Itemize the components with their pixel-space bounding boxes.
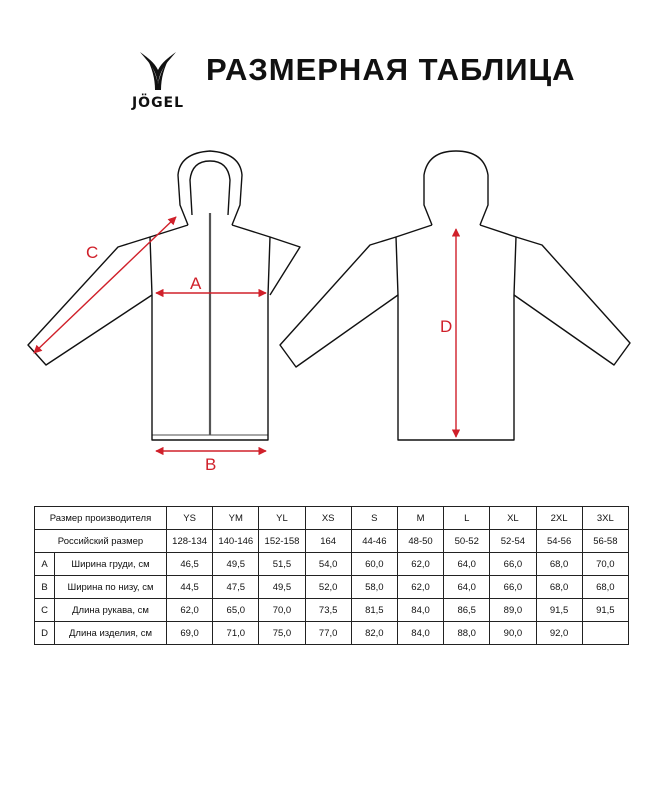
value-cell: 66,0 (490, 553, 536, 576)
size-header-cell: YM (213, 507, 259, 530)
table-row (35, 599, 629, 622)
page-title: РАЗМЕРНАЯ ТАБЛИЦА (206, 52, 576, 87)
dimension-a-label: A (190, 274, 202, 293)
russian-size-cell: 164 (305, 530, 351, 553)
value-cell: 68,0 (536, 576, 582, 599)
value-cell: 64,0 (444, 576, 490, 599)
russian-size-cell: 54-56 (536, 530, 582, 553)
size-header-cell: XS (305, 507, 351, 530)
table-row (35, 553, 629, 576)
value-cell: 84,0 (397, 599, 443, 622)
value-cell: 84,0 (397, 622, 443, 645)
value-cell: 46,5 (167, 553, 213, 576)
table-row (35, 576, 629, 599)
size-header-cell: 2XL (536, 507, 582, 530)
value-cell: 73,5 (305, 599, 351, 622)
size-header-cell: L (444, 507, 490, 530)
row-label: Длина рукава, см (55, 599, 167, 622)
value-cell: 47,5 (213, 576, 259, 599)
table-row (35, 622, 629, 645)
dimension-c-label: C (86, 243, 99, 262)
value-cell: 44,5 (167, 576, 213, 599)
value-cell: 91,5 (536, 599, 582, 622)
value-cell: 49,5 (213, 553, 259, 576)
size-header-cell: 3XL (582, 507, 628, 530)
russian-size-label: Российский размер (35, 530, 167, 553)
value-cell: 88,0 (444, 622, 490, 645)
value-cell: 90,0 (490, 622, 536, 645)
russian-size-cell: 52-54 (490, 530, 536, 553)
size-table (34, 506, 629, 645)
back-right-sleeve (514, 237, 630, 365)
row-label: Ширина груди, см (55, 553, 167, 576)
value-cell: 86,5 (444, 599, 490, 622)
size-header-cell: M (397, 507, 443, 530)
value-cell (582, 622, 628, 645)
row-letter: D (35, 622, 55, 645)
value-cell: 66,0 (490, 576, 536, 599)
size-header-cell: XL (490, 507, 536, 530)
value-cell: 69,0 (167, 622, 213, 645)
russian-size-cell: 140-146 (213, 530, 259, 553)
dimension-c-line (34, 217, 176, 353)
size-header-cell: YS (167, 507, 213, 530)
value-cell: 52,0 (305, 576, 351, 599)
russian-size-cell: 44-46 (351, 530, 397, 553)
russian-size-cell: 128-134 (167, 530, 213, 553)
value-cell: 77,0 (305, 622, 351, 645)
value-cell: 68,0 (582, 576, 628, 599)
value-cell: 75,0 (259, 622, 305, 645)
row-label: Длина изделия, см (55, 622, 167, 645)
russian-size-cell: 56-58 (582, 530, 628, 553)
row-letter: A (35, 553, 55, 576)
value-cell: 92,0 (536, 622, 582, 645)
russian-size-cell: 152-158 (259, 530, 305, 553)
value-cell: 68,0 (536, 553, 582, 576)
table-row-russian-size (35, 530, 629, 553)
header-label: Размер производителя (35, 507, 167, 530)
value-cell: 81,5 (351, 599, 397, 622)
russian-size-cell: 48-50 (397, 530, 443, 553)
value-cell: 82,0 (351, 622, 397, 645)
value-cell: 54,0 (305, 553, 351, 576)
value-cell: 62,0 (397, 553, 443, 576)
dimension-d-label: D (440, 317, 453, 336)
brand-name: JÖGEL (131, 95, 185, 111)
value-cell: 89,0 (490, 599, 536, 622)
value-cell: 60,0 (351, 553, 397, 576)
russian-size-cell: 50-52 (444, 530, 490, 553)
value-cell: 91,5 (582, 599, 628, 622)
row-letter: B (35, 576, 55, 599)
value-cell: 51,5 (259, 553, 305, 576)
value-cell: 49,5 (259, 576, 305, 599)
value-cell: 64,0 (444, 553, 490, 576)
value-cell: 62,0 (167, 599, 213, 622)
value-cell: 65,0 (213, 599, 259, 622)
size-header-cell: YL (259, 507, 305, 530)
back-hood (424, 151, 488, 225)
row-letter: C (35, 599, 55, 622)
jacket-diagram (0, 135, 665, 495)
dimension-b-label: B (205, 455, 217, 474)
value-cell: 62,0 (397, 576, 443, 599)
value-cell: 58,0 (351, 576, 397, 599)
value-cell: 71,0 (213, 622, 259, 645)
back-left-sleeve (280, 237, 398, 367)
table-header-row (35, 507, 629, 530)
front-right-sleeve (270, 237, 300, 295)
value-cell: 70,0 (259, 599, 305, 622)
size-header-cell: S (351, 507, 397, 530)
row-label: Ширина по низу, см (55, 576, 167, 599)
value-cell: 70,0 (582, 553, 628, 576)
front-hood-opening (190, 161, 230, 215)
